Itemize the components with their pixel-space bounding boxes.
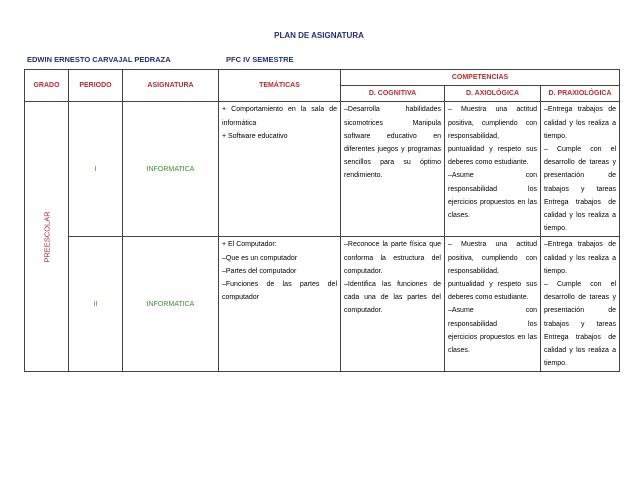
tematicas-cell: + Comportamiento en la sala de informática + Software educativo [219, 102, 341, 237]
header-grado: GRADO [25, 70, 69, 102]
plan-table [24, 69, 620, 372]
header-row-1 [25, 70, 620, 86]
asignatura-cell: INFORMATICA [123, 237, 219, 372]
header-cognitiva: D. COGNITIVA [341, 86, 445, 102]
axiologica-cell: – Muestra una actitud positiva, cumpliendo con responsabilidad, puntualidad y respeto sus deberes como estudiante. –Asume con responsabilidad los ejercicios propuestos en las clases. [445, 237, 541, 372]
asignatura-cell: INFORMATICA [123, 102, 219, 237]
praxiologica-cell: –Entrega trabajos de calidad y los realiza a tiempo. – Cumple con el desarrollo de tareas y presentación de trabajos y tareas Entrega trabajos de calidad y los realiza a tiempo. [541, 102, 620, 237]
document-title: PLAN DE ASIGNATURA [274, 31, 364, 40]
author-name: EDWIN ERNESTO CARVAJAL PEDRAZA [27, 55, 171, 64]
tematicas-cell: + El Computador: –Que es un computador –Partes del computador –Funciones de las partes del computador [219, 237, 341, 372]
cognitiva-cell: –Desarrolla habilidades sicomotrices Manipula software educativo en diferentes juegos y programas sencillos para su óptimo rendimiento. [341, 102, 445, 237]
header-tematicas: TEMÁTICAS [219, 70, 341, 102]
header-competencias: COMPETENCIAS [341, 70, 620, 86]
table-row [25, 102, 620, 237]
semester-label: PFC IV SEMESTRE [226, 55, 294, 64]
axiologica-cell: – Muestra una actitud positiva, cumpliendo con responsabilidad, puntualidad y respeto sus deberes como estudiante. –Asume con responsabilidad los ejercicios propuestos en las clases. [445, 102, 541, 237]
cognitiva-cell: –Reconoce la parte física que conforma la estructura del computador. –Identifica las funciones de cada una de las partes del computador. [341, 237, 445, 372]
praxiologica-cell: –Entrega trabajos de calidad y los realiza a tiempo. – Cumple con el desarrollo de tareas y presentación de trabajos y tareas Entrega trabajos de calidad y los realiza a tiempo. [541, 237, 620, 372]
header-praxiologica: D. PRAXIOLÓGICA [541, 86, 620, 102]
periodo-cell: I [69, 102, 123, 237]
header-periodo: PERIODO [69, 70, 123, 102]
grado-cell [25, 102, 69, 372]
grado-value: PREESCOLAR [41, 211, 51, 263]
header-axiologica: D. AXIOLÓGICA [445, 86, 541, 102]
table-row [25, 237, 620, 372]
periodo-cell: II [69, 237, 123, 372]
header-asignatura: ASIGNATURA [123, 70, 219, 102]
